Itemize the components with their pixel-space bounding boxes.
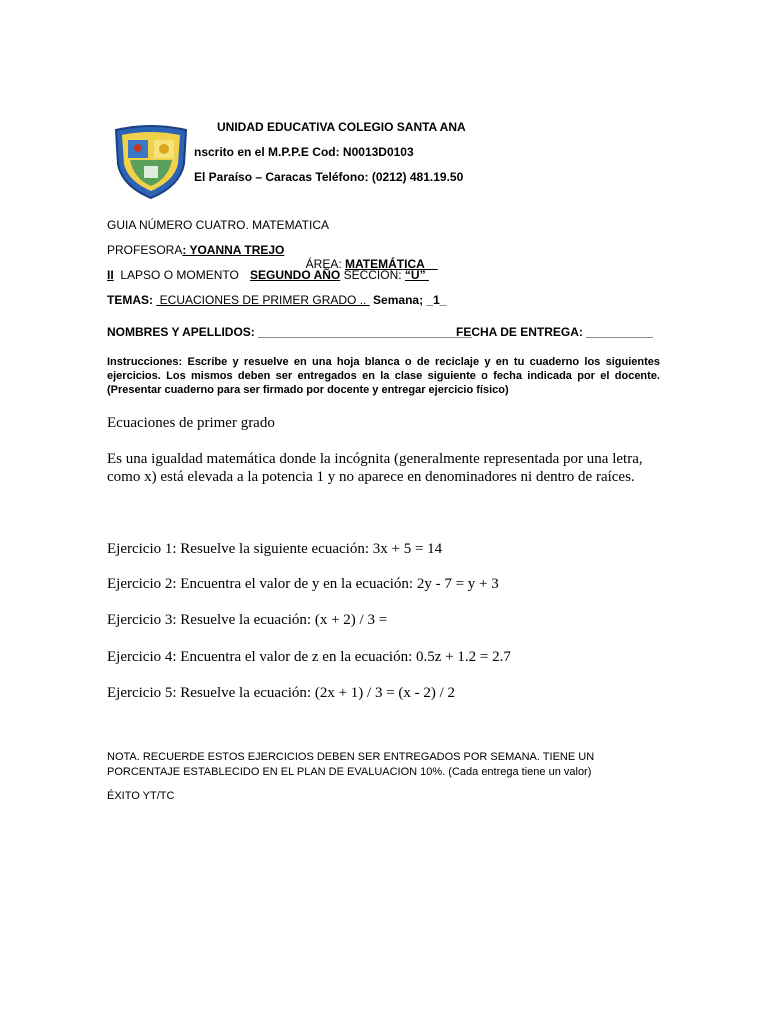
lapso-label: LAPSO O MOMENTO bbox=[113, 268, 239, 282]
area-line bbox=[299, 243, 438, 271]
section-heading: Ecuaciones de primer grado bbox=[107, 415, 275, 431]
exercise-item: Ejercicio 5: Resuelve la ecuación: (2x + 1) / 3 = (x - 2) / 2 bbox=[107, 685, 456, 701]
school-name: UNIDAD EDUCATIVA COLEGIO SANTA ANA bbox=[217, 120, 466, 134]
names-field-label: NOMBRES Y APELLIDOS: ________________________________ bbox=[107, 325, 472, 339]
section-value: “U” bbox=[404, 268, 429, 282]
definition-paragraph: Es una igualdad matemática donde la incógnita (generalmente representada por una letra, como x) está elevada a la potencia 1 y no aparece en denominadores ni dentro de raíces. bbox=[107, 451, 643, 485]
teacher-line bbox=[107, 243, 284, 257]
year-label: SEGUNDO AÑO bbox=[250, 268, 341, 282]
note: NOTA. RECUERDE ESTOS EJERCICIOS DEBEN SER ENTREGADOS POR SEMANA. TIENE UN PORCENTAJE ESTABLECIDO EN EL PLAN DE EVALUACION 10%. (Cada entrega tiene un valor) bbox=[107, 751, 595, 778]
week-value: _1_ bbox=[426, 293, 447, 307]
exercise-item: Ejercicio 3: Resuelve la ecuación: (x + 2) / 3 = bbox=[107, 612, 388, 628]
exercise-item: Ejercicio 1: Resuelve la siguiente ecuación: 3x + 5 = 14 bbox=[107, 541, 443, 557]
guide-title: GUIA NÚMERO CUATRO. MATEMATICA bbox=[107, 218, 330, 232]
exercise-item: Ejercicio 4: Encuentra el valor de z en la ecuación: 0.5z + 1.2 = 2.7 bbox=[107, 649, 511, 665]
year-section-line bbox=[250, 268, 429, 282]
signoff: ÉXITO YT/TC bbox=[107, 790, 175, 802]
topics-label: TEMAS: bbox=[107, 293, 157, 307]
school-address: El Paraíso – Caracas Teléfono: (0212) 481.19.50 bbox=[194, 170, 464, 184]
lapso-line bbox=[107, 268, 239, 282]
topics-line bbox=[107, 293, 446, 307]
section-label: SECCION: bbox=[340, 268, 405, 282]
school-registration: nscrito en el M.P.P.E Cod: N0013D0103 bbox=[194, 145, 414, 159]
topics-value: ECUACIONES DE PRIMER GRADO .. bbox=[156, 293, 370, 307]
delivery-date-label: FECHA DE ENTREGA: __________ bbox=[456, 325, 653, 339]
teacher-name: : YOANNA TREJO bbox=[182, 243, 285, 257]
exercise-item: Ejercicio 2: Encuentra el valor de y en la ecuación: 2y - 7 = y + 3 bbox=[107, 576, 499, 592]
school-logo-shield-icon bbox=[110, 124, 192, 200]
lapso-number: II bbox=[107, 268, 114, 282]
instructions: Instrucciones: Escribe y resuelve en una hoja blanca o de reciclaje y en tu cuaderno los siguientes ejercicios. Los mismos deben ser entregados en la clase siguiente o fecha indicada por el docente. (Presentar cuaderno para ser firmado por docente y entregar ejercicio físico) bbox=[107, 356, 660, 396]
week-label: Semana; bbox=[369, 293, 427, 307]
teacher-label: PROFESORA bbox=[107, 243, 183, 257]
area-value: MATEMÁTICA bbox=[345, 257, 438, 271]
area-label: ÁREA: bbox=[305, 257, 346, 271]
